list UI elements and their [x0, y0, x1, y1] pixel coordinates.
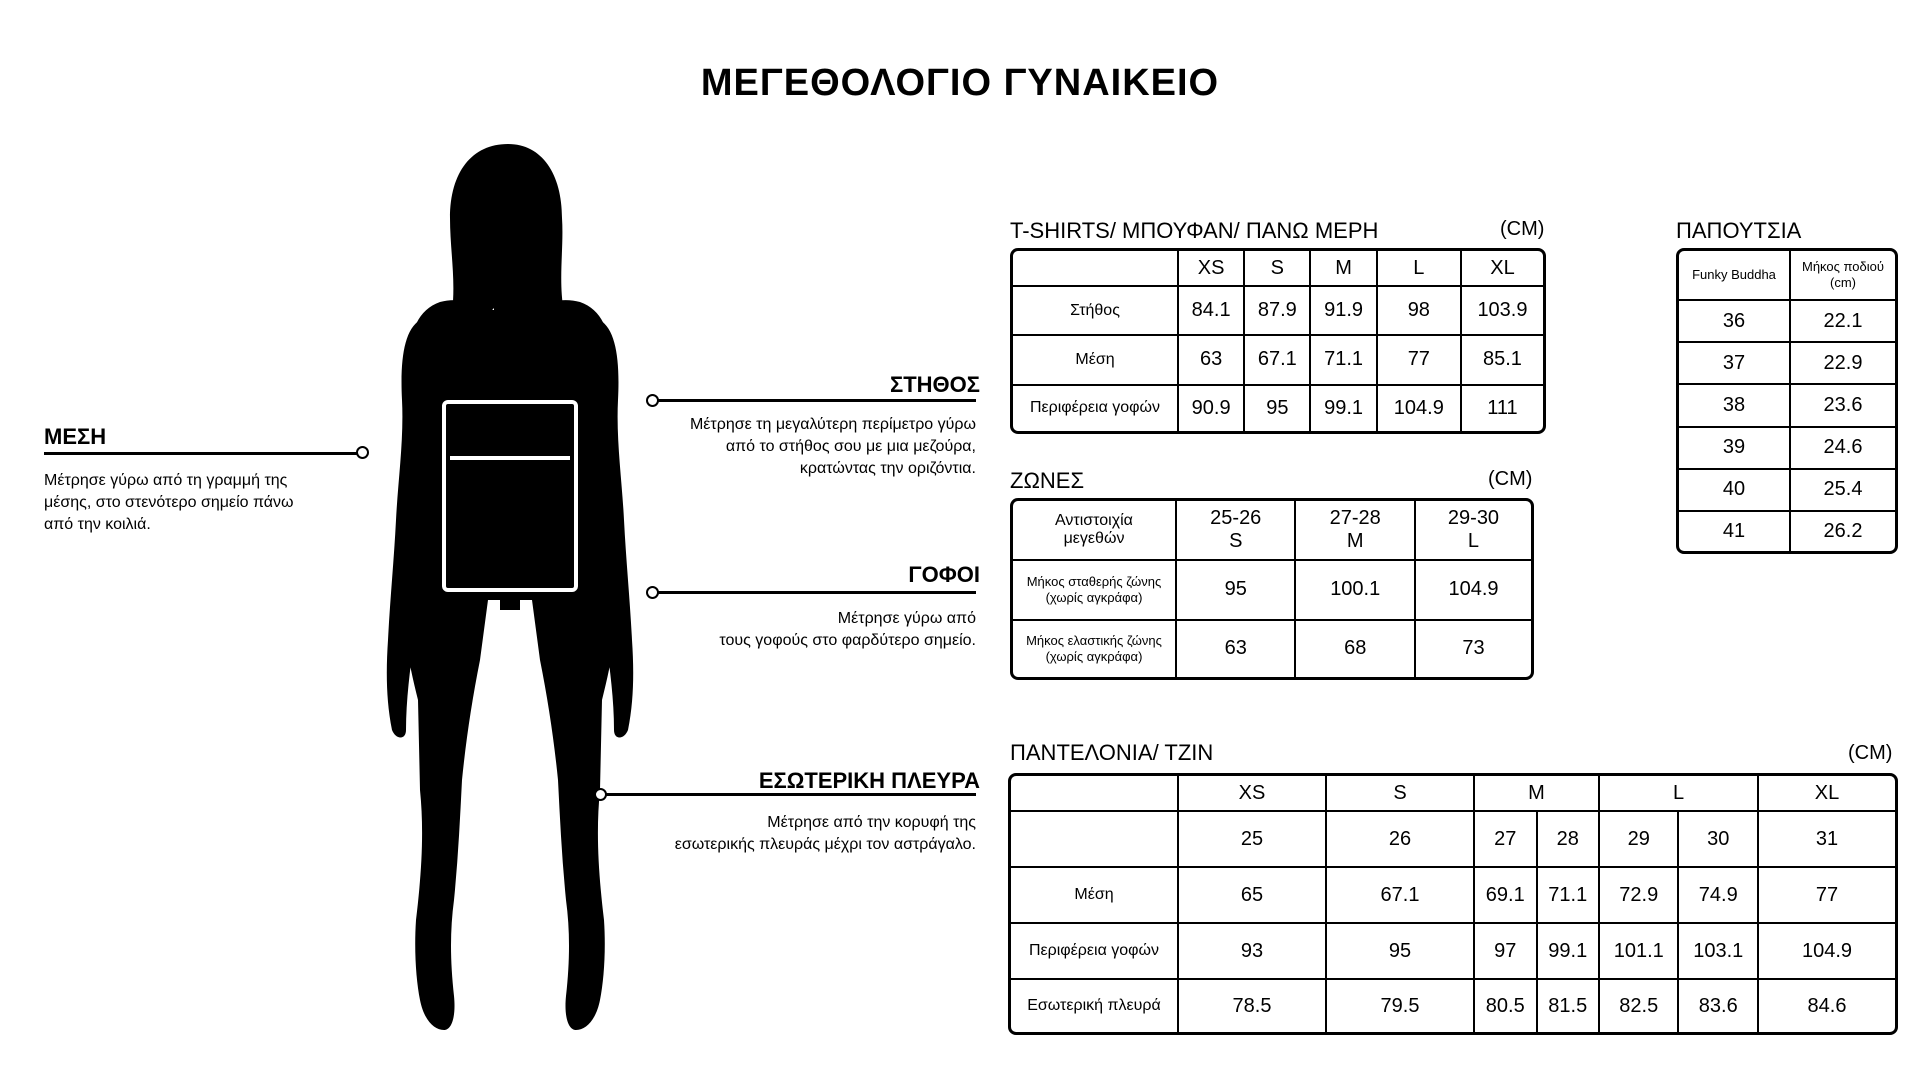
shoes-length-cell: 24.6	[1791, 428, 1895, 470]
tops-row-label: Στήθος	[1013, 287, 1179, 336]
pants-number-cell: 29	[1600, 812, 1679, 868]
pants-cell: 69.1	[1475, 868, 1538, 924]
inseam-desc-line: Μέτρησε από την κορυφή της	[767, 814, 976, 831]
belts-cell: 68	[1296, 621, 1415, 677]
belts-row-label	[1013, 561, 1177, 621]
shoes-table-title: ΠΑΠΟΥΤΣΙΑ	[1676, 218, 1802, 243]
pants-cell: 71.1	[1538, 868, 1601, 924]
pants-size-header: M	[1475, 776, 1600, 812]
pants-number-cell: 27	[1475, 812, 1538, 868]
shoes-size-cell: 37	[1679, 343, 1791, 385]
shoes-col-header: Funky Buddha	[1679, 251, 1791, 301]
waist-pointer-line	[44, 452, 362, 455]
waist-pointer-dot	[356, 446, 369, 459]
belts-size-header	[1177, 501, 1296, 561]
belts-row-label-line: Μήκος σταθερής ζώνης	[1026, 573, 1162, 589]
shoes-length-cell: 23.6	[1791, 385, 1895, 427]
belts-header-label-line: μεγεθών	[1063, 530, 1125, 547]
shoes-col-header-line: Μήκος ποδιού	[1802, 259, 1884, 274]
chest-desc-line: Μέτρησε τη μεγαλύτερη περίμετρο γύρω	[689, 416, 976, 433]
shoes-size-table	[1676, 248, 1898, 554]
belts-size-letter: M	[1346, 530, 1364, 552]
pants-blank-cell	[1011, 812, 1179, 868]
pants-row-label: Μέση	[1011, 868, 1179, 924]
tops-cell: 67.1	[1245, 336, 1311, 385]
belts-unit: (CM)	[1488, 468, 1533, 490]
tops-cell: 87.9	[1245, 287, 1311, 336]
hips-desc-line: τους γοφούς στο φαρδύτερο σημείο.	[719, 632, 976, 649]
belts-cell: 100.1	[1296, 561, 1415, 621]
chest-pointer-line	[658, 399, 976, 402]
pants-cell: 95	[1327, 924, 1475, 980]
belts-size-letter: S	[1229, 530, 1243, 552]
belts-cell: 95	[1177, 561, 1296, 621]
chest-desc-line: από το στήθος σου με μια μεζούρα,	[725, 438, 976, 455]
pants-cell: 93	[1179, 924, 1327, 980]
pants-cell: 101.1	[1600, 924, 1679, 980]
pants-number-cell: 31	[1759, 812, 1895, 868]
pants-table-title: ΠΑΝΤΕΛΟΝΙΑ/ ΤΖΙΝ	[1010, 740, 1214, 765]
pants-cell: 99.1	[1538, 924, 1601, 980]
belts-size-header	[1296, 501, 1415, 561]
tops-size-header: S	[1245, 251, 1311, 287]
chest-desc-line: κρατώντας την οριζόντια.	[799, 460, 976, 477]
inseam-desc-line: εσωτερικής πλευράς μέχρι τον αστράγαλο.	[674, 836, 976, 853]
shoes-size-cell: 41	[1679, 512, 1791, 551]
waist-heading: ΜΕΣΗ	[44, 424, 107, 449]
pants-cell: 77	[1759, 868, 1895, 924]
belts-size-range: 29-30	[1447, 507, 1500, 529]
woman-silhouette-figure	[380, 140, 640, 1070]
belts-row-label-line: Μήκος ελαστικής ζώνης	[1026, 632, 1162, 648]
inseam-heading: ΕΣΩΤΕΡΙΚΗ ΠΛΕΥΡΑ	[758, 768, 980, 793]
pants-size-header: XL	[1759, 776, 1895, 812]
pants-cell: 84.6	[1807, 994, 1847, 1017]
tops-cell: 104.9	[1378, 386, 1462, 431]
waist-desc-line: Μέτρησε γύρω από τη γραμμή της	[44, 472, 288, 489]
tops-size-header: L	[1378, 251, 1462, 287]
pants-cell: 78.5	[1179, 980, 1327, 1032]
pants-cell: 80.5	[1475, 980, 1538, 1032]
pants-cell: 104.9	[1759, 924, 1895, 980]
belts-size-header	[1416, 501, 1531, 561]
chest-heading: ΣΤΗΘΟΣ	[890, 372, 980, 397]
page-title: ΜΕΓΕΘΟΛΟΓΙΟ ΓΥΝΑΙΚΕΙΟ	[700, 62, 1220, 104]
tops-row-label: Μέση	[1013, 336, 1179, 385]
tops-unit: (CM)	[1500, 218, 1545, 240]
belts-header-label-line: Αντιστοιχία	[1055, 512, 1133, 529]
hips-desc-line: Μέτρησε γύρω από	[837, 610, 976, 627]
pants-cell: 65	[1179, 868, 1327, 924]
tops-size-header: XL	[1462, 251, 1543, 287]
tops-cell: 85.1	[1462, 336, 1543, 385]
pants-number-cell: 30	[1679, 812, 1759, 868]
belts-row-label-line: (χωρίς αγκράφα)	[1045, 648, 1143, 664]
pants-corner-cell	[1011, 776, 1179, 812]
pants-number-cell: 26	[1327, 812, 1475, 868]
pants-cell: 74.9	[1679, 868, 1759, 924]
tops-cell: 77	[1378, 336, 1462, 385]
shoes-col-header-line: (cm)	[1830, 275, 1856, 290]
belts-size-range: 25-26	[1210, 507, 1262, 529]
hips-description	[620, 608, 976, 652]
hips-heading: ΓΟΦΟΙ	[908, 562, 980, 587]
tops-row-label: Περιφέρεια γοφών	[1013, 386, 1179, 431]
pants-size-header: S	[1327, 776, 1475, 812]
shoes-length-cell: 26.2	[1823, 520, 1863, 543]
tops-size-header: M	[1311, 251, 1377, 287]
shoes-length-cell: 22.1	[1791, 301, 1895, 343]
pants-cell: 82.5	[1600, 980, 1679, 1032]
belts-table-title: ΖΩΝΕΣ	[1010, 468, 1085, 493]
belts-cell: 73	[1462, 637, 1485, 660]
tops-cell: 63	[1179, 336, 1245, 385]
tops-cell: 98	[1378, 287, 1462, 336]
inseam-pointer-line	[606, 793, 976, 796]
tops-cell: 95	[1245, 386, 1311, 431]
shoes-size-cell: 38	[1679, 385, 1791, 427]
pants-size-header: L	[1600, 776, 1759, 812]
pants-size-header: XS	[1179, 776, 1327, 812]
pants-cell: 67.1	[1327, 868, 1475, 924]
belts-row-label-line: (χωρίς αγκράφα)	[1045, 589, 1143, 605]
belts-row-label	[1013, 621, 1177, 677]
pants-cell: 103.1	[1679, 924, 1759, 980]
shoes-size-cell: 36	[1679, 301, 1791, 343]
hips-pointer-line	[658, 591, 976, 594]
belts-size-range: 27-28	[1329, 507, 1381, 529]
pants-row-label: Περιφέρεια γοφών	[1011, 924, 1179, 980]
waist-desc-line: από την κοιλιά.	[44, 516, 151, 533]
tops-cell: 111	[1487, 396, 1518, 419]
tops-corner-cell	[1013, 251, 1179, 287]
shoes-col-header	[1791, 251, 1895, 301]
tops-size-header: XS	[1179, 251, 1245, 287]
tops-cell: 99.1	[1311, 386, 1377, 431]
pants-cell: 83.6	[1679, 980, 1759, 1032]
tops-table-title: T-SHIRTS/ ΜΠΟΥΦΑΝ/ ΠΑΝΩ ΜΕΡΗ	[1010, 218, 1379, 243]
shoes-size-cell: 39	[1679, 428, 1791, 470]
belts-cell: 104.9	[1416, 561, 1531, 621]
pants-unit: (CM)	[1848, 742, 1893, 764]
belts-size-table	[1010, 498, 1534, 680]
pants-size-table	[1008, 773, 1898, 1035]
pants-number-cell: 25	[1179, 812, 1327, 868]
waist-description	[44, 470, 364, 536]
tops-cell: 91.9	[1311, 287, 1377, 336]
shoes-length-cell: 22.9	[1791, 343, 1895, 385]
pants-row-label: Εσωτερική πλευρά	[1011, 980, 1179, 1032]
pants-cell: 72.9	[1600, 868, 1679, 924]
pants-cell: 79.5	[1327, 980, 1475, 1032]
tops-cell: 84.1	[1179, 287, 1245, 336]
tops-cell: 103.9	[1462, 287, 1543, 336]
pants-cell: 97	[1475, 924, 1538, 980]
shoes-length-cell: 25.4	[1791, 470, 1895, 512]
tops-cell: 71.1	[1311, 336, 1377, 385]
chest-description	[620, 414, 976, 480]
pants-cell: 81.5	[1538, 980, 1601, 1032]
waist-desc-line: μέσης, στο στενότερο σημείο πάνω	[44, 494, 294, 511]
belts-size-letter: L	[1467, 530, 1480, 552]
tops-size-table	[1010, 248, 1546, 434]
belts-cell: 63	[1177, 621, 1296, 677]
pants-number-cell: 28	[1538, 812, 1601, 868]
belts-header-label	[1013, 501, 1177, 561]
tops-cell: 90.9	[1179, 386, 1245, 431]
inseam-description	[600, 812, 976, 856]
shoes-size-cell: 40	[1679, 470, 1791, 512]
